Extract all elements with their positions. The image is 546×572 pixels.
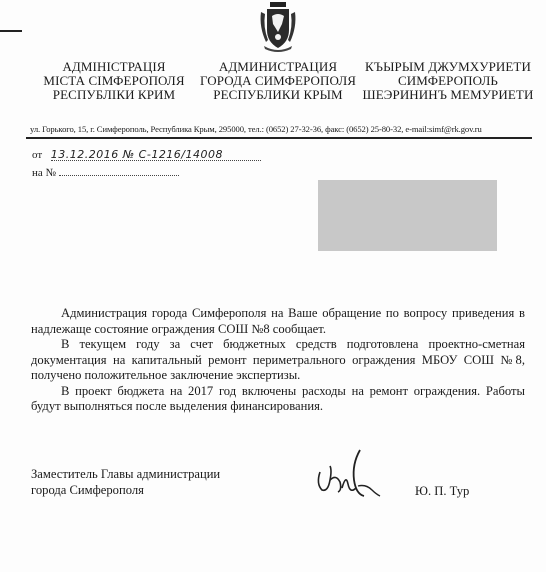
signatory-title-line-1: Заместитель Главы администрации <box>31 467 221 481</box>
ref-from-label: от <box>32 149 43 161</box>
address-line: ул. Горького, 15, г. Симферополь, Республика Крым, 295000, тел.: (0652) 27-32-36, факс: (0652) 25-80-32, e-mail:simf@rk.gov.ru <box>30 124 482 134</box>
header-divider <box>26 137 532 139</box>
signatory-title <box>31 467 220 498</box>
redacted-recipient-block <box>318 180 497 251</box>
header-ukrainian <box>30 60 198 102</box>
body-paragraph-2: В текущем году за счет бюджетных средств подготовлена проектно-сметная документация на капитальный ремонт периметрального ограждения МБОУ СОШ №8, получено положительное заключение экспертизы. <box>31 337 525 382</box>
body-paragraph-3: В проект бюджета на 2017 год включены расходы на ремонт ограждения. Работы будут выполняться после выделения финансирования. <box>31 383 525 413</box>
margin-mark <box>0 30 22 32</box>
header-ua-line-3: РЕСПУБЛІКИ КРИМ <box>52 87 176 102</box>
crimea-coat-of-arms-icon <box>258 2 298 52</box>
header-crh-line-1: КЪЫРЫМ ДЖУМХУРИЕТИ <box>365 59 531 74</box>
header-ua-line-2: МІСТА СІМФЕРОПОЛЯ <box>43 73 185 88</box>
signatory-name: Ю. П. Тур <box>415 484 470 498</box>
ref-from-value: 13.12.2016 № С-1216/14008 <box>51 148 261 161</box>
header-crh-line-3: ШЕЭРИНИНЪ МЕМУРИЕТИ <box>362 87 534 102</box>
incoming-reference <box>32 163 179 179</box>
handwritten-signature <box>312 444 382 504</box>
body-paragraph-1: Администрация города Симферополя на Ваше обращение по вопросу приведения в надлежаще состояние ограждения СОШ №8 сообщает. <box>31 306 525 336</box>
header-ru-line-2: ГОРОДА СИМФЕРОПОЛЯ <box>200 73 357 88</box>
outgoing-reference <box>32 148 261 161</box>
header-russian <box>200 60 356 102</box>
header-ua-line-1: АДМІНІСТРАЦІЯ <box>62 59 166 74</box>
signatory-title-line-2: города Симферополя <box>31 482 144 497</box>
header-crh-line-2: СИМФЕРОПОЛЬ <box>398 73 498 88</box>
letter-body <box>31 306 525 415</box>
header-ru-line-3: РЕСПУБЛИКИ КРЫМ <box>213 87 343 102</box>
header-crimean-tatar <box>358 60 538 102</box>
ref-no-label: на № <box>32 167 57 179</box>
header-ru-line-1: АДМИНИСТРАЦИЯ <box>218 59 338 74</box>
ref-no-blank <box>59 163 179 176</box>
